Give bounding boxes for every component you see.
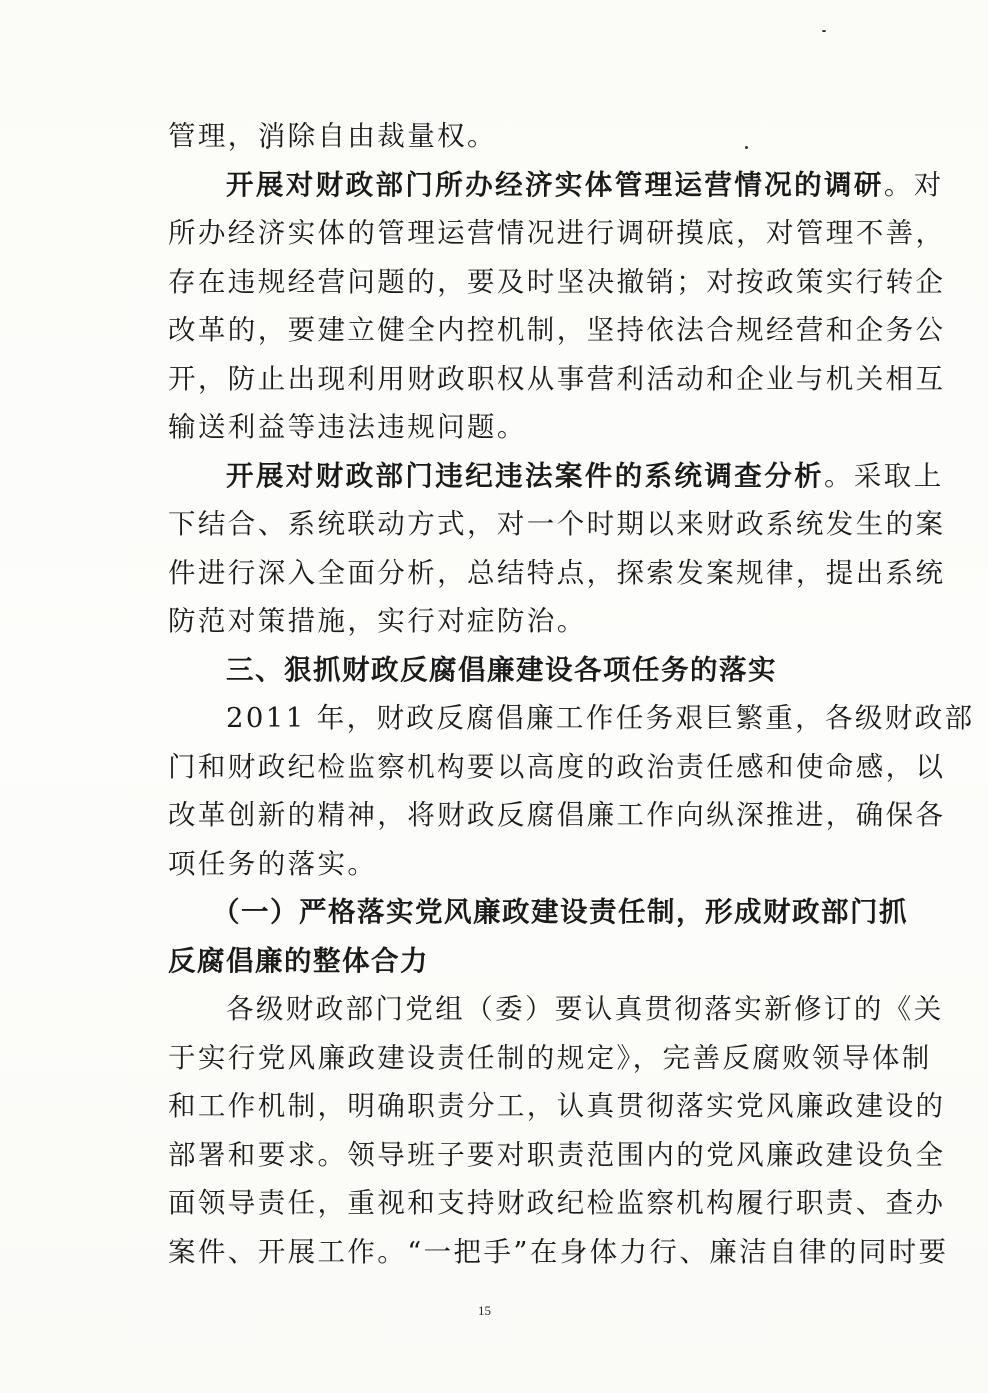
text-line: 各级财政部门党组（委）要认真贯彻落实新修订的《关 <box>226 993 944 1025</box>
text-line: 件进行深入全面分析，总结特点，探索发案规律，提出系统 <box>168 556 946 589</box>
text-line: 2011 年，财政反腐倡廉工作任务艰巨繁重，各级财政部 <box>226 702 975 734</box>
text-line: 防范对策措施，实行对症防治。 <box>168 605 587 637</box>
text-line: 所办经济实体的管理运营情况进行调研摸底，对管理不善， <box>168 217 946 249</box>
page-number: 15 <box>478 1303 491 1318</box>
text-line: 项任务的落实。 <box>168 847 378 880</box>
text-line: 案件、开展工作。“一把手”在身体力行、廉洁自律的同时要 <box>168 1235 949 1268</box>
text-line: 输送利益等违法违规问题。 <box>168 411 527 443</box>
document-body <box>168 112 975 1276</box>
text-span: 。采取上 <box>824 459 944 492</box>
text-line: 面领导责任，重视和支持财政纪检监察机构履行职责、查办 <box>168 1187 946 1219</box>
subsection-heading: 反腐倡廉的整体合力 <box>168 944 429 977</box>
text-line: 开，防止出现利用财政职权从事营利活动和企业与机关相互 <box>168 362 946 395</box>
text-line: 于实行党风廉政建设责任制的规定》，完善反腐败领导体制 <box>168 1041 932 1074</box>
text-line: 改革的，要建立健全内控机制，坚持依法合规经营和企务公 <box>168 314 946 346</box>
paragraph-lead-line <box>168 161 944 210</box>
subsection-heading: （一）严格落实党风廉政建设责任制，形成财政部门抓 <box>212 896 908 928</box>
text-line: 改革创新的精神，将财政反腐倡廉工作向纵深推进，确保各 <box>168 799 946 831</box>
text-line: 部署和要求。领导班子要对职责范围内的党风廉政建设负全 <box>168 1138 946 1171</box>
bold-lead-text: 开展对财政部门违纪违法案件的系统调查分析 <box>226 459 824 492</box>
text-line: 存在违规经营问题的，要及时坚决撤销；对按政策实行转企 <box>168 265 946 298</box>
section-heading: 三、狠抓财政反腐倡廉建设各项任务的落实 <box>226 653 777 686</box>
text-line: 下结合、系统联动方式，对一个时期以来财政系统发生的案 <box>168 508 946 540</box>
bold-lead-text: 开展对财政部门所办经济实体管理运营情况的调研 <box>226 168 884 201</box>
text-line: 门和财政纪检监察机构要以高度的政治责任感和使命感，以 <box>168 750 946 783</box>
scan-speck <box>822 30 826 32</box>
text-span: 。对 <box>883 168 944 201</box>
text-line: 和工作机制，明确职责分工，认真贯彻落实党风廉政建设的 <box>168 1090 946 1122</box>
paragraph-lead-line <box>168 452 944 501</box>
text-line: 管理，消除自由裁量权。 <box>168 120 497 152</box>
